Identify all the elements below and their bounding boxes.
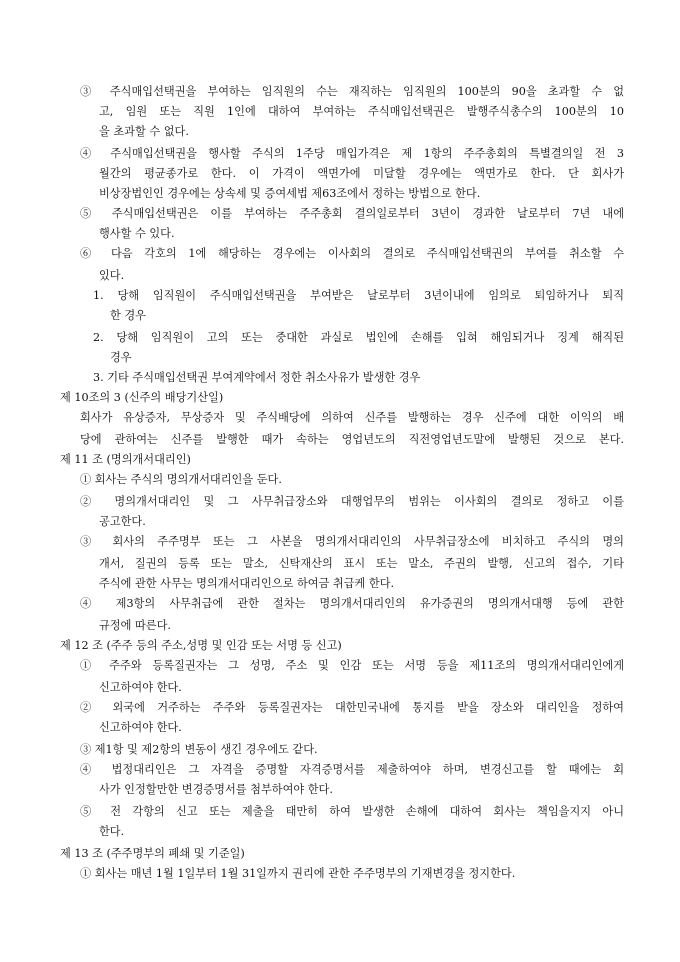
text-line: 신고하여야 한다.: [99, 721, 182, 734]
text-line: ② 외국에 거주하는 주주와 등록질권자는 대한민국내에 통지를 받을 장소와 대리인을 정하여: [80, 701, 624, 714]
text-line: 있다.: [99, 269, 125, 282]
text-line: 경우: [110, 351, 132, 364]
text-line: ⑤ 주식매입선택권은 이를 부여하는 주주총회 결의일로부터 3년이 경과한 날로부터 7년 내에: [80, 207, 624, 220]
text-line: 행사할 수 있다.: [99, 227, 175, 240]
text-line: ④ 제3항의 사무취급에 관한 절차는 명의개서대리인의 유가증권의 명의개서대행 등에 관한: [80, 597, 624, 610]
text-line: 월간의 평균종가로 한다. 이 가격이 액면가에 미달할 경우에는 액면가로 한다. 단 회사가: [99, 167, 624, 180]
text-line: ① 회사는 주식의 명의개서대리인을 둔다.: [80, 473, 282, 486]
text-line: 공고한다.: [99, 515, 146, 528]
text-line: 한다.: [99, 825, 125, 838]
text-line: 제 11 조 (명의개서대리인): [60, 453, 191, 466]
text-line: ⑤ 전 각항의 신고 또는 제출을 태만히 하여 발생한 손해에 대하여 회사는 책임을지지 아니: [80, 805, 624, 818]
text-line: 제 12 조 (주주 등의 주소,성명 및 인감 또는 서명 등 신고): [60, 639, 342, 652]
text-line: 사가 인정할만한 변경증명서를 첨부하여야 한다.: [99, 783, 333, 796]
text-line: 3. 기타 주식매입선택권 부여계약에서 정한 취소사유가 발생한 경우: [93, 371, 421, 384]
text-line: 을 초과할 수 없다.: [99, 125, 189, 138]
text-line: ② 명의개서대리인 및 그 사무취급장소와 대행업무의 범위는 이사회의 결의로 정하고 이를: [80, 495, 624, 508]
text-line: 회사가 유상증자, 무상증자 및 주식배당에 의하여 신주를 발행하는 경우 신주에 대한 이익의 배: [80, 411, 624, 424]
text-line: 비상장법인인 경우에는 상속세 및 증여세법 제63조에서 정하는 방법으로 한다.: [99, 187, 481, 200]
text-line: 당에 관하여는 신주를 발행한 때가 속하는 영업년도의 직전영업년도말에 발행된 것으로 본다.: [80, 433, 624, 446]
text-line: ③ 제1항 및 제2항의 변동이 생긴 경우에도 같다.: [80, 743, 318, 756]
text-line: 개서, 질권의 등록 또는 말소, 신탁재산의 표시 또는 말소, 주권의 발행, 신고의 접수, 기타: [99, 557, 624, 570]
text-line: 고, 임원 또는 직원 1인에 대하여 부여하는 주식매입선택권은 발행주식총수의 100분의 10: [99, 105, 624, 118]
text-line: 규정에 따른다.: [99, 619, 171, 632]
text-line: 제 13 조 (주주명부의 폐쇄 및 기준일): [60, 847, 245, 860]
text-line: ③ 주식매입선택권을 부여하는 임직원의 수는 재직하는 임직원의 100분의 90을 초과할 수 없: [80, 85, 624, 98]
text-line: ④ 법정대리인은 그 자격을 증명할 자격증명서를 제출하여야 하며, 변경신고를 할 때에는 회: [80, 763, 624, 776]
text-line: ③ 회사의 주주명부 또는 그 사본을 명의개서대리인의 사무취급장소에 비치하고 주식의 명의: [80, 535, 624, 548]
text-line: 주식에 관한 사무는 명의개서대리인으로 하여금 취급케 한다.: [99, 577, 395, 590]
text-line: ④ 주식매입선택권을 행사할 주식의 1주당 매입가격은 제 1항의 주주총회의 특별결의일 전 3: [80, 147, 624, 160]
text-line: 2. 당해 임직원이 고의 또는 중대한 과실로 법인에 손해를 입혀 해임되거나 징계 해직된: [93, 331, 624, 344]
text-line: ① 주주와 등록질권자는 그 성명, 주소 및 인감 또는 서명 등을 제11조의 명의개서대리인에게: [80, 659, 624, 672]
text-line: 신고하여야 한다.: [99, 681, 182, 694]
text-line: ⑥ 다음 각호의 1에 해당하는 경우에는 이사회의 결의로 주식매입선택권의 부여를 취소할 수: [80, 247, 624, 260]
text-line: 제 10조의 3 (신주의 배당기산일): [60, 391, 224, 404]
text-line: 한 경우: [110, 309, 146, 322]
text-line: ① 회사는 매년 1월 1일부터 1월 31일까지 권리에 관한 주주명부의 기재변경을 정지한다.: [80, 867, 516, 880]
text-line: 1. 당해 임직원이 주식매입선택권을 부여받은 날로부터 3년이내에 임의로 퇴임하거나 퇴직: [93, 289, 624, 302]
